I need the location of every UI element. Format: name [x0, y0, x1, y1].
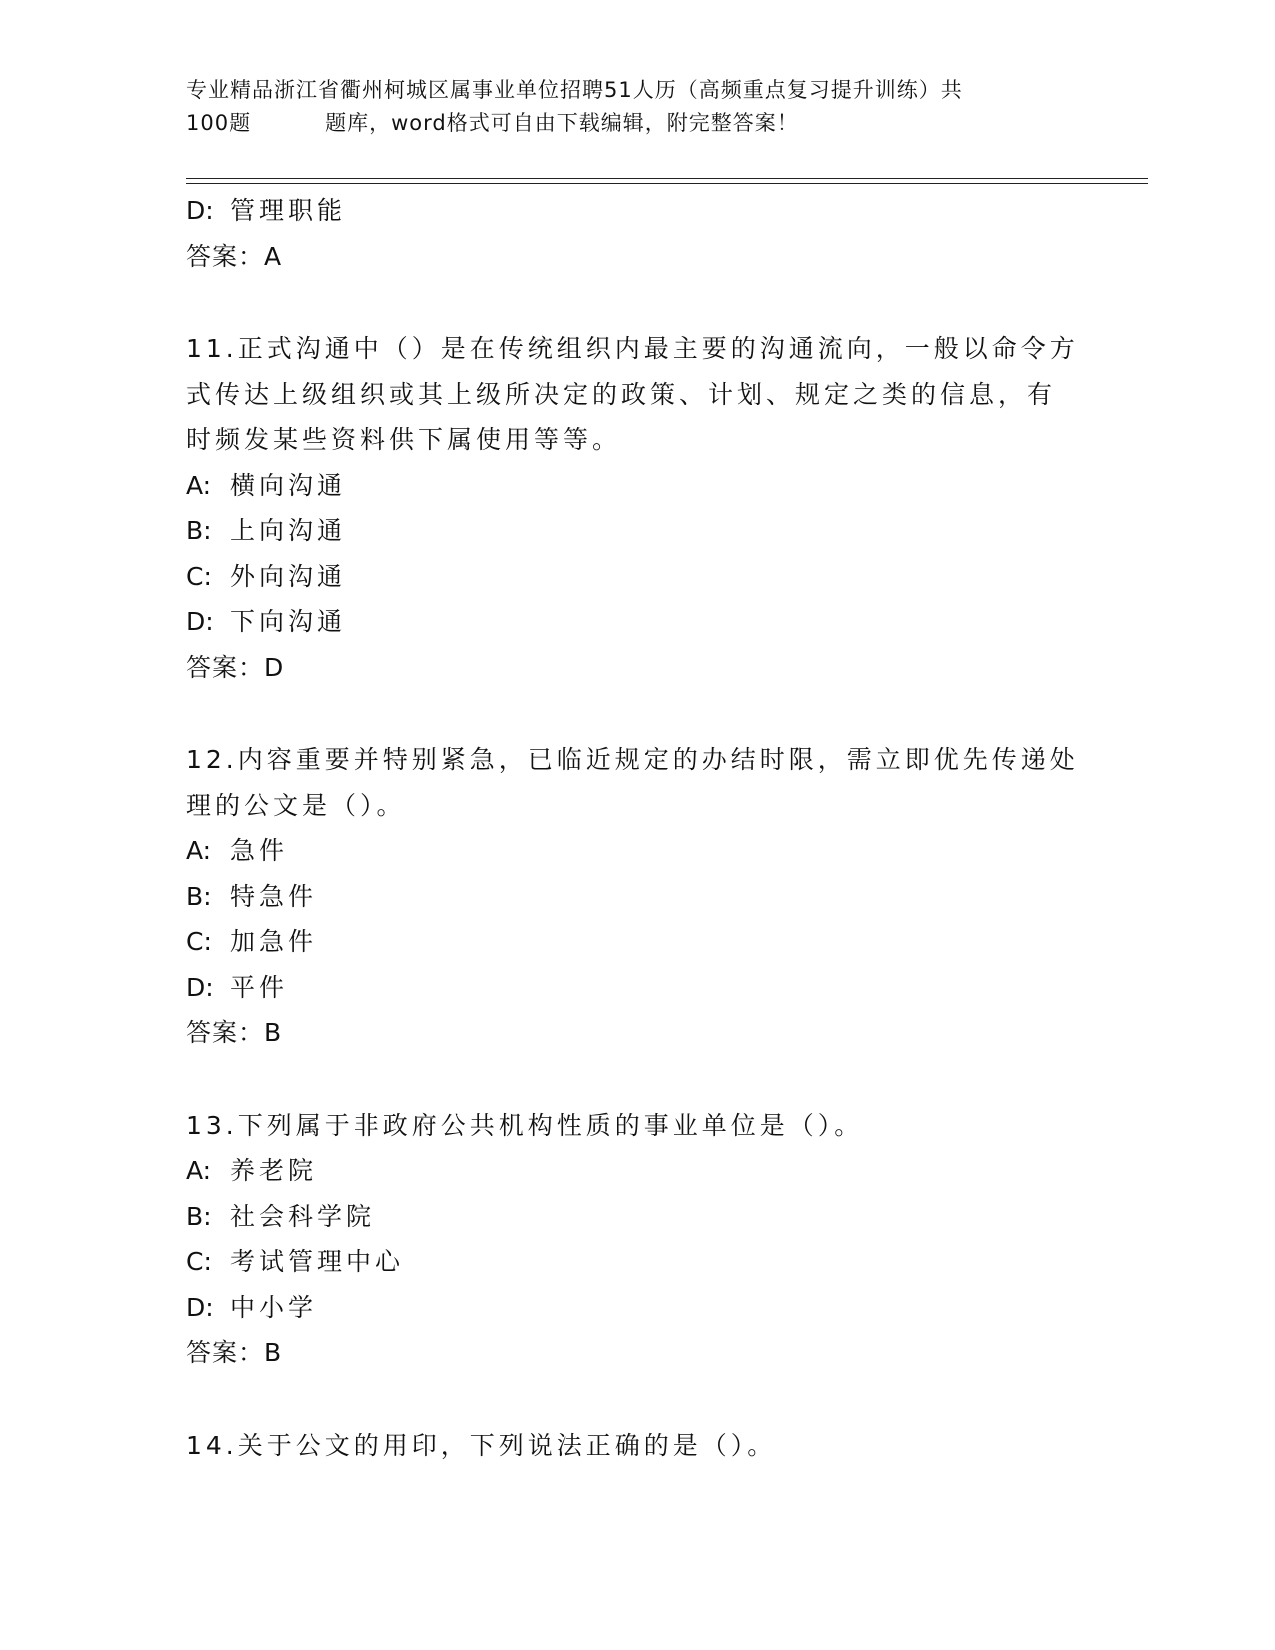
option-b	[186, 1194, 1086, 1240]
option-text: 横向沟通	[230, 470, 347, 500]
question-stem-line: 时频发某些资料供下属使用等等。	[186, 425, 622, 454]
option-letter: A:	[186, 1156, 212, 1185]
header-divider-top	[186, 178, 1148, 179]
option-a	[186, 1148, 1086, 1194]
option-a	[186, 463, 1086, 509]
page-header	[186, 74, 1066, 140]
question-stem-line: 理的公文是（）。	[186, 790, 406, 820]
option-text: 加急件	[230, 927, 318, 956]
question-11	[186, 326, 1086, 690]
option-letter: B:	[186, 881, 212, 911]
question-12	[186, 737, 1086, 1056]
option-text: 下向沟通	[230, 607, 347, 636]
option-letter: D:	[186, 607, 214, 636]
option-text: 养老院	[230, 1156, 318, 1185]
option-d	[186, 1285, 1086, 1331]
option-letter: B:	[186, 516, 212, 545]
option-letter: A:	[186, 470, 212, 500]
option-letter: D:	[186, 1292, 214, 1322]
answer-line: 答案：A	[186, 241, 283, 271]
option-letter: B:	[186, 1201, 212, 1231]
option-text: 考试管理中心	[230, 1247, 405, 1276]
option-b	[186, 508, 1086, 554]
option-c	[186, 1239, 1086, 1285]
option-text: 急件	[230, 836, 289, 865]
option-a	[186, 828, 1086, 874]
answer-line: 答案：D	[186, 652, 285, 682]
option-letter: C:	[186, 927, 212, 956]
option-d	[186, 188, 1086, 234]
option-c	[186, 554, 1086, 600]
header-line-2	[186, 107, 1066, 140]
question-content	[186, 188, 1086, 1468]
header-description: 题库，word格式可自由下载编辑，附完整答案！	[325, 111, 799, 135]
question-stem-line: 13.下列属于非政府公共机构性质的事业单位是（）。	[186, 1110, 864, 1140]
option-b	[186, 874, 1086, 920]
option-text: 外向沟通	[230, 561, 347, 591]
option-letter: C:	[186, 1247, 212, 1276]
answer-line: 答案：B	[186, 1018, 283, 1047]
question-stem-line: 式传达上级组织或其上级所决定的政策、计划、规定之类的信息，有	[186, 379, 1057, 409]
option-d	[186, 599, 1086, 645]
option-text: 特急件	[230, 881, 318, 911]
option-letter: D:	[186, 972, 214, 1002]
header-divider-bottom	[186, 183, 1148, 184]
answer-line: 答案：B	[186, 1338, 283, 1367]
option-text: 上向沟通	[230, 516, 347, 545]
question-stem-line: 14.关于公文的用印，下列说法正确的是（）。	[186, 1430, 777, 1460]
question-13	[186, 1103, 1086, 1376]
question-stem-line: 11.正式沟通中（）是在传统组织内最主要的沟通流向，一般以命令方	[186, 334, 1079, 363]
option-letter: A:	[186, 836, 212, 865]
option-d	[186, 965, 1086, 1011]
option-letter: D:	[186, 196, 214, 225]
header-count: 100题	[186, 111, 252, 135]
question-14	[186, 1423, 1086, 1469]
option-text: 管理职能	[230, 196, 347, 225]
question-stem-line: 12.内容重要并特别紧急，已临近规定的办结时限，需立即优先传递处	[186, 745, 1079, 774]
option-text: 平件	[230, 972, 289, 1002]
option-letter: C:	[186, 561, 212, 591]
option-text: 中小学	[230, 1292, 318, 1322]
option-c	[186, 919, 1086, 965]
option-text: 社会科学院	[230, 1201, 376, 1231]
header-line-1: 专业精品浙江省衢州柯城区属事业单位招聘51人历（高频重点复习提升训练）共	[186, 78, 963, 102]
